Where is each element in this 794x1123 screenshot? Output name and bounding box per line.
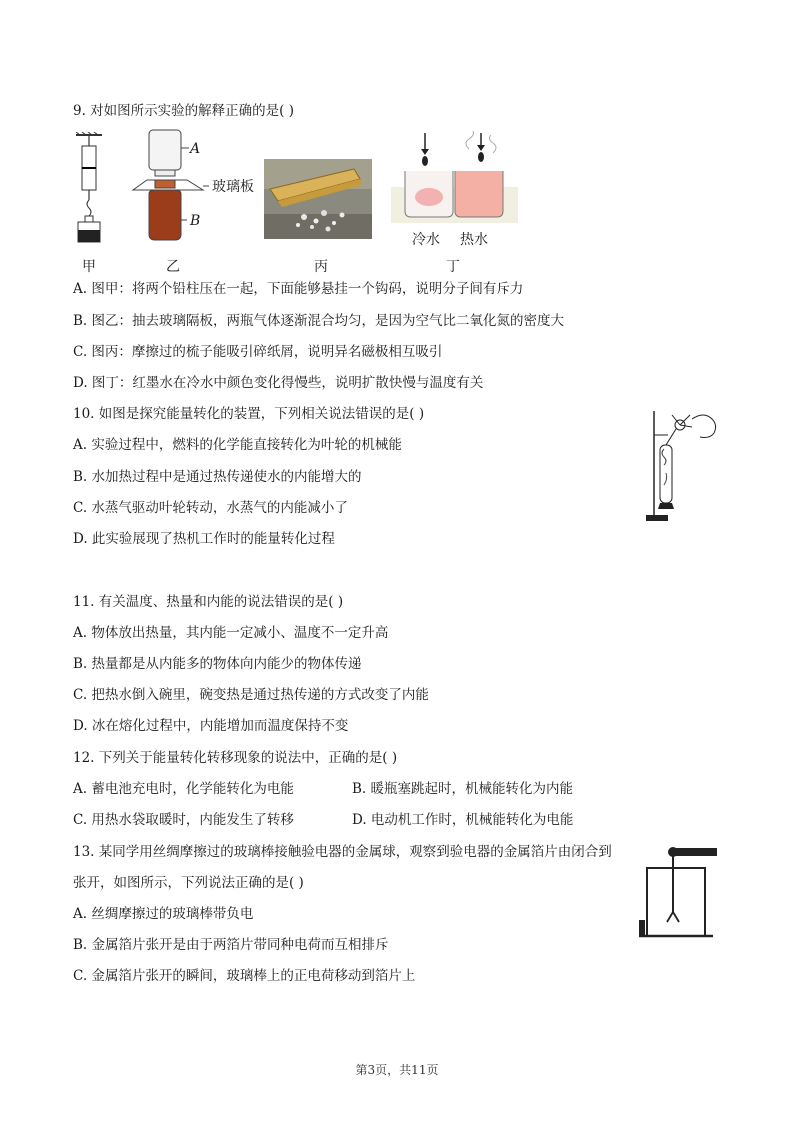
q11-option-b: B. 热量都是从内能多的物体向内能少的物体传递 [73,656,362,672]
figure-bing-label: 丙 [314,259,328,275]
q9-option-b: B. 图乙：抽去玻璃隔板，两瓶气体逐渐混合均匀，是因为空气比二氧化氮的密度大 [73,313,565,329]
q10-option-b: B. 水加热过程中是通过热传递使水的内能增大的 [73,469,362,485]
q9-option-c: C. 图丙：摩擦过的梳子能吸引碎纸屑，说明异名磁极相互吸引 [73,344,443,360]
q11-stem: 11. 有关温度、热量和内能的说法错误的是( ) [73,594,344,610]
q13-stem-line2: 张开，如图所示，下列说法正确的是( ) [73,875,304,891]
q12-option-b: B. 暖瓶塞跳起时，机械能转化为内能 [352,781,574,797]
q11-option-d: D. 冰在熔化过程中，内能增加而温度保持不变 [73,718,349,734]
label-b: B [190,213,201,229]
q9-option-a: A. 图甲：将两个铅柱压在一起，下面能够悬挂一个钩码，说明分子间有斥力 [73,281,524,297]
q10-stem: 10. 如图是探究能量转化的装置，下列相关说法错误的是( ) [73,406,425,422]
q9-option-d: D. 图丁：红墨水在冷水中颜色变化得慢些，说明扩散快慢与温度有关 [73,375,484,391]
page-footer: 第3页，共11页 [355,1063,439,1077]
q11-option-a: A. 物体放出热量，其内能一定减小、温度不一定升高 [73,625,389,641]
q12-option-a: A. 蓄电池充电时，化学能转化为电能 [73,781,294,797]
q12-stem: 12. 下列关于能量转化转移现象的说法中，正确的是( ) [73,750,398,766]
q13-option-c: C. 金属箔片张开的瞬间，玻璃棒上的正电荷移动到箔片上 [73,968,416,984]
label-hot-water: 热水 [460,232,488,248]
figure-jia-label: 甲 [82,259,96,275]
label-a: A [190,141,201,157]
label-glass-plate: 玻璃板 [212,179,254,195]
label-cold-water: 冷水 [412,232,440,248]
q10-option-c: C. 水蒸气驱动叶轮转动，水蒸气的内能减小了 [73,500,348,516]
q9-stem: 9. 对如图所示实验的解释正确的是( ) [73,103,294,119]
figure-ding [391,131,518,223]
q12-option-c: C. 用热水袋取暖时，内能发生了转移 [73,812,294,828]
figure-ding-label: 丁 [446,259,460,275]
figure-bing [264,159,372,239]
figure-jia [72,132,112,248]
q13-option-b: B. 金属箔片张开是由于两箔片带同种电荷而互相排斥 [73,937,389,953]
figure-electroscope [637,842,721,940]
figure-yi-label: 乙 [166,259,180,275]
q11-option-c: C. 把热水倒入碗里，碗变热是通过热传递的方式改变了内能 [73,687,429,703]
q13-option-a: A. 丝绸摩擦过的玻璃棒带负电 [73,906,254,922]
q10-option-a: A. 实验过程中，燃料的化学能直接转化为叶轮的机械能 [73,437,402,453]
figure-energy-apparatus [640,405,722,527]
q12-option-d: D. 电动机工作时，机械能转化为电能 [352,812,574,828]
q13-stem-line1: 13. 某同学用丝绸摩擦过的玻璃棒接触验电器的金属球，观察到验电器的金属箔片由闭合到 [73,844,612,860]
q10-option-d: D. 此实验展现了热机工作时的能量转化过程 [73,531,335,547]
